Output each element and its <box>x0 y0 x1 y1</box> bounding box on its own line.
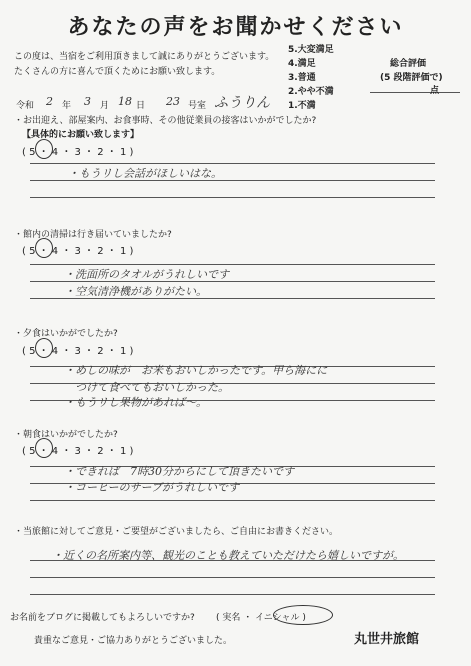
guest-name: ふうりん <box>214 95 270 111</box>
answer-line <box>30 577 435 578</box>
rating-service: ( 5 ・ 4 ・ 3 ・ 2 ・ 1 ) <box>22 147 134 158</box>
answer-line <box>30 500 435 501</box>
blog-option-selected <box>273 605 333 625</box>
day-label: 日 <box>136 101 146 111</box>
answer-line <box>30 197 435 198</box>
overall-sub: (5 段階評価で) <box>380 73 443 83</box>
page-title: あなたの声をお聞かせください <box>67 15 404 40</box>
overall-score-line <box>370 92 460 93</box>
answer-cleaning-2: ・空気清浄機がありがたい。 <box>64 285 207 298</box>
rating-service-selected <box>35 139 53 159</box>
scale-1: 1.不満 <box>288 101 316 111</box>
answer-line <box>30 594 435 595</box>
rating-cleaning-selected <box>35 238 53 258</box>
thanks-text: 貴重なご意見・ご協力ありがとうございました。 <box>34 636 233 646</box>
question-dinner: ・夕食はいかがでしたか? <box>14 329 118 339</box>
overall-unit: 点 <box>430 86 440 96</box>
answer-line <box>30 281 435 282</box>
rating-breakfast-selected <box>35 438 53 458</box>
question-service: ・お出迎え、部屋案内、お食事時、その他従業員の接客はいかがでしたか? <box>14 116 317 126</box>
year-label: 年 <box>62 101 72 111</box>
answer-service-1: ・もうリし会話がほしいはな。 <box>68 167 222 180</box>
scale-2: 2.やや不満 <box>288 87 334 97</box>
answer-feedback-1: ・近くの名所案内等、観光のことも教えていただけたら嬉しいですが。 <box>52 549 404 562</box>
answer-dinner-2: つけて食べてもおいしかった。 <box>64 381 229 394</box>
era-label: 令和 <box>16 101 35 111</box>
answer-dinner-1: ・めしの味が お米もおいしかったです。甲ら海にに <box>64 364 328 377</box>
blog-options: ( 実名 ・ イニシャル ) <box>216 613 306 623</box>
inn-name: 丸世井旅館 <box>354 632 420 647</box>
answer-breakfast-2: ・コーヒーのサーブがうれしいです <box>64 481 240 494</box>
day-value: 18 <box>118 95 132 108</box>
year-value: 2 <box>46 95 53 108</box>
question-cleaning: ・館内の清掃は行き届いていましたか? <box>14 230 172 240</box>
intro-line-2: たくさんの方に喜んで頂くためにお願い致します。 <box>14 67 221 77</box>
answer-dinner-3: ・もうリし果物があれば〜。 <box>64 396 207 409</box>
answer-line <box>30 180 435 181</box>
room-value: 23 <box>166 95 180 108</box>
question-feedback: ・当旅館に対してご意見・ご要望がございましたら、ご自由にお書きください。 <box>14 527 339 537</box>
month-label: 月 <box>100 101 110 111</box>
answer-cleaning-1: ・洗面所のタオルがうれしいです <box>64 268 229 281</box>
answer-line <box>30 298 435 299</box>
overall-title: 総合評価 <box>390 59 427 69</box>
month-value: 3 <box>84 95 91 108</box>
scale-3: 3.普通 <box>288 73 316 83</box>
subheading-specific: 【具体的にお願い致します】 <box>22 130 140 140</box>
blog-question: お名前をブログに掲載してもよろしいですか? <box>10 613 195 623</box>
scale-4: 4.満足 <box>288 59 316 69</box>
room-label: 号室 <box>188 101 207 111</box>
question-breakfast: ・朝食はいかがでしたか? <box>14 430 118 440</box>
intro-line-1: この度は、当宿をご利用頂きまして誠にありがとうございます。 <box>14 52 275 62</box>
rating-dinner-selected <box>35 338 53 358</box>
answer-breakfast-1: ・できれば 7時30分からにして頂きたいです <box>64 465 294 478</box>
answer-line <box>30 163 435 164</box>
rating-breakfast: ( 5 ・ 4 ・ 3 ・ 2 ・ 1 ) <box>22 446 134 457</box>
answer-line <box>30 264 435 265</box>
rating-dinner: ( 5 ・ 4 ・ 3 ・ 2 ・ 1 ) <box>22 346 134 357</box>
scale-5: 5.大変満足 <box>288 45 334 55</box>
rating-cleaning: ( 5 ・ 4 ・ 3 ・ 2 ・ 1 ) <box>22 246 134 257</box>
